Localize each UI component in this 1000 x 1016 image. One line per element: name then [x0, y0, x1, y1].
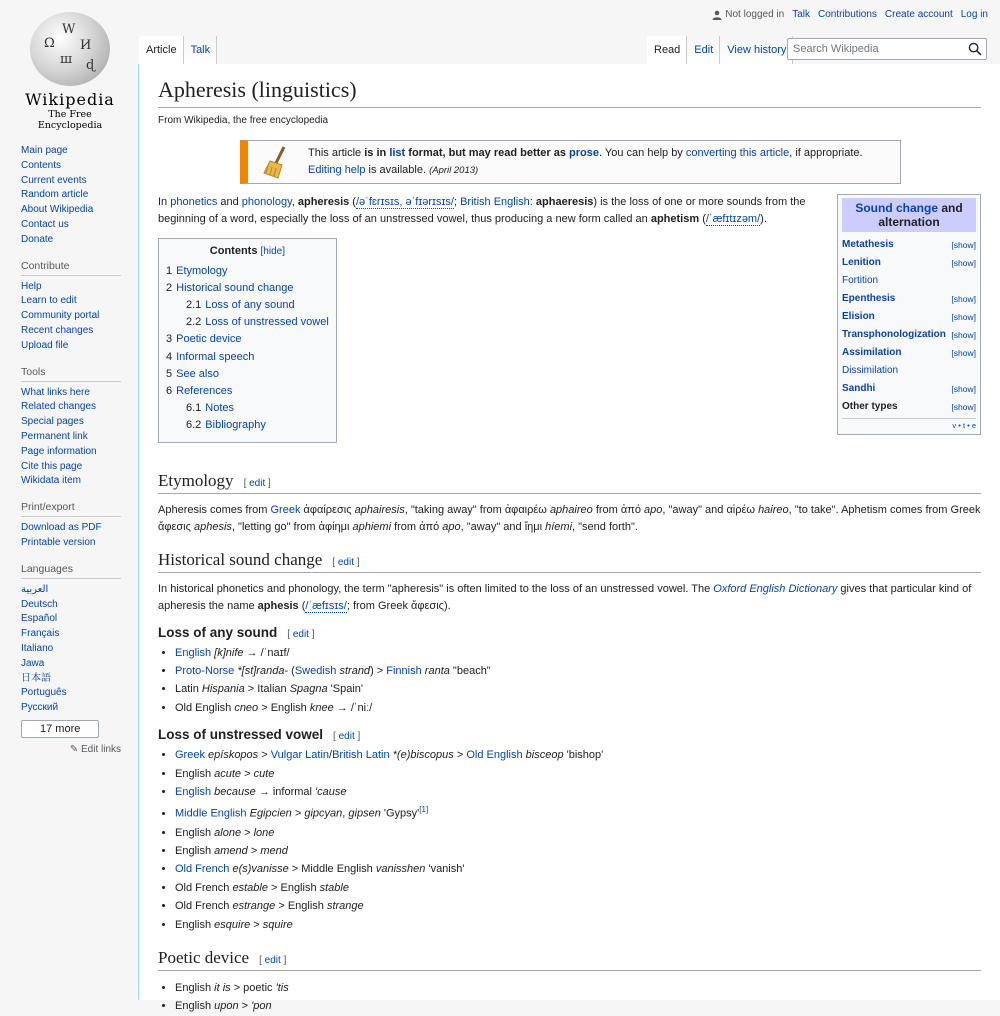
language-link[interactable]: Italiano	[21, 642, 54, 654]
sidebar-item-download-pdf[interactable]: Download as PDF	[21, 522, 102, 534]
contributions-link[interactable]: Contributions	[818, 9, 877, 20]
sidebar-languages-heading: Languages	[21, 563, 121, 579]
sidebar-item-special-pages[interactable]: Special pages	[21, 416, 84, 428]
ipa-link[interactable]: /əˈfɛrɪsɪs, əˈfɪərɪsɪs/	[355, 195, 454, 208]
logo-wordmark: Wikipedia	[25, 90, 115, 109]
greek-link[interactable]: Greek	[270, 503, 301, 516]
navbox-link[interactable]: Assimilation	[842, 346, 902, 358]
personal-tools	[712, 9, 988, 20]
navbox-vte[interactable]: v • t • e	[842, 418, 976, 430]
sidebar-contribute	[21, 260, 121, 354]
sidebar-item-current-events[interactable]: Current events	[21, 174, 87, 186]
navbox-group-label: Other types	[842, 400, 898, 412]
language-link[interactable]: Español	[21, 613, 58, 625]
show-toggle[interactable]: [show]	[951, 239, 976, 250]
sidebar-item-cite-this-page[interactable]: Cite this page	[21, 460, 83, 472]
search-box	[787, 38, 987, 60]
language-link[interactable]: العربية	[21, 583, 49, 595]
tab-view-history[interactable]: View history	[720, 36, 793, 64]
globe-icon: W Ω И ш ɖ	[30, 12, 110, 86]
sidebar-item-help[interactable]: Help	[21, 280, 42, 292]
sidebar-item-wikidata-item[interactable]: Wikidata item	[21, 475, 82, 487]
notice-text: , if appropriate.	[789, 146, 863, 159]
sidebar-contribute-heading: Contribute	[21, 260, 121, 276]
toc-item[interactable]: 2 Historical sound change	[166, 281, 294, 294]
list-link[interactable]: list	[389, 146, 406, 159]
list-item: • Old French e(s)vanisse > Middle English vanisshen 'vanish'	[175, 860, 981, 878]
tab-article[interactable]: Article	[139, 36, 184, 64]
list-item: • Proto-Norse *[st]randa- (Swedish strand) > Finnish ranta "beach"	[175, 662, 981, 680]
language-link[interactable]: Jawa	[21, 657, 45, 669]
article-content	[138, 64, 1000, 1013]
sidebar-tools	[21, 366, 121, 490]
british-english-link[interactable]: British English	[460, 195, 530, 208]
list-item: • English alone > lone	[175, 824, 981, 842]
edit-links-label: Edit links	[80, 743, 121, 755]
navbox-link[interactable]: Transphonologization	[842, 328, 946, 340]
sidebar-item-donate[interactable]: Donate	[21, 233, 54, 245]
sidebar-languages	[21, 563, 121, 755]
table-of-contents	[158, 238, 337, 443]
sidebar-navigation	[21, 144, 121, 248]
edit-links[interactable]	[21, 744, 121, 755]
ipa-link[interactable]: /ˈæfɪsɪs/	[305, 599, 347, 612]
broom-icon	[256, 145, 300, 179]
talk-link[interactable]: Talk	[792, 9, 810, 20]
list-item: • English amend > mend	[175, 842, 981, 860]
tab-read[interactable]: Read	[647, 36, 687, 64]
search-icon[interactable]	[968, 42, 982, 56]
tab-edit[interactable]: Edit	[687, 36, 720, 64]
language-link[interactable]: Русский	[21, 702, 59, 714]
sidebar-item-printable-version[interactable]: Printable version	[21, 536, 96, 548]
navbox-link[interactable]: Epenthesis	[842, 292, 896, 304]
sidebar-item-page-information[interactable]: Page information	[21, 445, 97, 457]
sidebar-item-permanent-link[interactable]: Permanent link	[21, 430, 88, 442]
prose-link[interactable]: prose	[569, 146, 600, 159]
page-title: Apheresis (linguistics)	[158, 76, 981, 108]
navbox-row	[842, 308, 976, 326]
phonology-link[interactable]: phonology	[241, 195, 292, 208]
navbox-row	[842, 290, 976, 308]
edit-section-link[interactable]: edit	[338, 731, 355, 743]
show-toggle[interactable]: [show]	[951, 293, 976, 304]
site-tagline: From Wikipedia, the free encyclopedia	[158, 114, 329, 126]
sidebar-item-random-article[interactable]: Random article	[21, 189, 89, 201]
show-toggle[interactable]: [show]	[951, 401, 976, 412]
toc-item[interactable]: 2.2 Loss of unstressed vowel	[186, 316, 329, 329]
sidebar-item-about[interactable]: About Wikipedia	[21, 204, 94, 216]
heading-loss-of-unstressed-vowel: Loss of unstressed vowel [ edit ]	[158, 727, 361, 743]
wikipedia-logo[interactable]	[20, 12, 120, 131]
sidebar-print-heading: Print/export	[21, 501, 121, 517]
converting-link[interactable]: converting this article	[685, 146, 790, 159]
heading-historical-sound-change: Historical sound change [ edit ]	[158, 550, 981, 573]
edit-section-link[interactable]: edit	[249, 477, 266, 489]
sidebar-print	[21, 501, 121, 551]
list-item: • English because → informal 'cause	[175, 783, 981, 801]
logo-tagline: The Free Encyclopedia	[37, 109, 103, 131]
phonetics-link[interactable]: phonetics	[170, 195, 218, 208]
toc-title: Contents [hide]	[209, 244, 285, 257]
tab-talk[interactable]: Talk	[184, 36, 218, 64]
navbox-link[interactable]: Dissimilation	[842, 364, 899, 376]
navbox-link[interactable]: Sandhi	[842, 382, 876, 394]
sidebar	[21, 144, 121, 767]
notice-text: format, but may read better as	[405, 146, 570, 159]
toc-item[interactable]: 6.2 Bibliography	[186, 419, 266, 432]
toc-item[interactable]: 6.1 Notes	[186, 402, 235, 415]
navbox-title: Sound change and alternation	[842, 198, 976, 232]
sidebar-item-what-links-here[interactable]: What links here	[21, 386, 90, 398]
pencil-icon: ✎	[69, 743, 79, 755]
sidebar-item-contact[interactable]: Contact us	[21, 218, 69, 230]
navbox-row	[842, 344, 976, 362]
navbox-link[interactable]: Metathesis	[842, 238, 894, 250]
language-link[interactable]: 日本語	[21, 672, 51, 684]
search-input[interactable]	[788, 39, 958, 59]
loss-any-list	[158, 644, 981, 718]
ipa-link[interactable]: /ˈæfɪtɪzəm/	[705, 212, 761, 225]
edit-section-link[interactable]: edit	[264, 954, 281, 966]
navbox-row	[842, 380, 976, 398]
navbox-row	[842, 398, 976, 416]
sidebar-item-upload-file[interactable]: Upload file	[21, 339, 69, 351]
intro-paragraph: In phonetics and phonology, apheresis (/əˈfɛrɪsɪs, əˈfɪərɪsɪs/; British English: aphaeresis) is the loss of one or more sounds from the beginning of a word, especially the loss of an unstressed vowel, thus producing a new form called an aphetism (/ˈæfɪtɪzəm/).	[158, 195, 806, 225]
notice-date: (April 2013)	[429, 164, 479, 176]
show-toggle[interactable]: [show]	[951, 383, 976, 394]
view-tabs	[647, 36, 793, 64]
edit-section-link[interactable]: edit	[337, 556, 354, 568]
list-item: • English it is > poetic 'tis	[175, 979, 981, 997]
heading-etymology: Etymology [ edit ]	[158, 471, 981, 494]
sound-change-navbox	[837, 194, 981, 435]
show-toggle[interactable]: [show]	[951, 311, 976, 322]
show-toggle[interactable]: [show]	[951, 257, 976, 268]
navbox-link[interactable]: Lenition	[842, 256, 881, 268]
list-item: • English [k]nife → /ˈnaɪf/	[175, 644, 981, 662]
create-account-link[interactable]: Create account	[884, 9, 953, 20]
notice-text: is in	[364, 146, 390, 159]
loss-vowel-list	[158, 746, 981, 934]
namespace-tabs	[139, 36, 217, 64]
notice-text: is available.	[365, 163, 430, 176]
heading-poetic-device: Poetic device [ edit ]	[158, 948, 981, 971]
list-item: • Old English cneo > English knee → /ˈniː/	[175, 699, 981, 717]
toc-item[interactable]: 3 Poetic device	[166, 333, 242, 346]
notice-text: This article	[308, 146, 365, 159]
log-in-link[interactable]: Log in	[960, 9, 988, 20]
oed-link[interactable]: Oxford English Dictionary	[713, 582, 838, 595]
list-item: • Middle English Egipcien > gipcyan, gipsen 'Gypsy'[1]	[175, 801, 981, 823]
language-link[interactable]: Português	[21, 687, 67, 699]
show-toggle[interactable]: [show]	[951, 329, 976, 340]
list-item: • Old French estrange > English strange	[175, 897, 981, 915]
sound-change-link[interactable]: Sound change	[855, 200, 938, 215]
navbox-row	[842, 254, 976, 272]
navbox-row	[842, 326, 976, 344]
toc-item[interactable]: 1 Etymology	[166, 264, 228, 277]
navbox-link[interactable]: Fortition	[842, 274, 879, 286]
navbox-row	[842, 236, 976, 254]
list-item: • English acute > cute	[175, 765, 981, 783]
user-icon	[712, 10, 722, 20]
editing-help-link[interactable]: Editing help	[308, 163, 366, 176]
sidebar-item-contents[interactable]: Contents	[21, 159, 62, 171]
historical-paragraph: In historical phonetics and phonology, the term "apheresis" is often limited to the loss of an unstressed vowel. The Oxford English Dictionary gives that particular kind of apheresis the name aphesis (/ˈæfɪsɪs/; from Greek ἄφεσις).	[158, 582, 972, 612]
list-item: • Latin Hispania > Italian Spagna 'Spain'	[175, 680, 981, 698]
navbox-row	[842, 362, 976, 380]
list-format-notice	[240, 140, 901, 184]
poetic-list	[158, 979, 981, 1016]
toc-item[interactable]: 4 Informal speech	[166, 350, 255, 363]
navbox-link[interactable]: Elision	[842, 310, 875, 322]
notice-text: . You can help by	[599, 146, 686, 159]
toc-item[interactable]: 5 See also	[166, 367, 219, 380]
list-item: • Greek epískopos > Vulgar Latin/British Latin *(e)biscopus > Old English bisceop 'bishop'	[175, 746, 981, 764]
toc-item[interactable]: 6 References	[166, 385, 233, 398]
toc-hide-toggle[interactable]: [hide]	[260, 245, 285, 257]
sidebar-item-related-changes[interactable]: Related changes	[21, 401, 97, 413]
not-logged-in: Not logged in	[712, 9, 784, 20]
list-item: • English upon > 'pon	[175, 997, 981, 1015]
heading-loss-of-any-sound: Loss of any sound [ edit ]	[158, 624, 315, 640]
sidebar-tools-heading: Tools	[21, 366, 121, 382]
navbox-row	[842, 272, 976, 290]
language-link[interactable]: Français	[21, 628, 60, 640]
list-item: • English esquire > squire	[175, 916, 981, 934]
more-languages-button[interactable]: 17 more	[21, 720, 99, 738]
sidebar-item-learn-to-edit[interactable]: Learn to edit	[21, 295, 77, 307]
list-item: • Old French estable > English stable	[175, 879, 981, 897]
toc-item[interactable]: 2.1 Loss of any sound	[186, 299, 295, 311]
sidebar-item-recent-changes[interactable]: Recent changes	[21, 324, 94, 336]
show-toggle[interactable]: [show]	[951, 347, 976, 358]
language-link[interactable]: Deutsch	[21, 598, 58, 610]
sidebar-item-main-page[interactable]: Main page	[21, 145, 68, 156]
edit-section-link[interactable]: edit	[292, 628, 309, 640]
sidebar-item-community-portal[interactable]: Community portal	[21, 310, 100, 322]
etymology-paragraph: Apheresis comes from Greek ἀφαίρεσις aphairesis, "taking away" from ἀφαιρέω aphaireo from ἀπό apo, "away" and αἱρέω haireo, "to take". Aphetism comes from Greek ἄφεσις aphesis, "letting go" from ἀφίημι aphiemi from ἀπό apo, "away" and ἵημι híemi, "send forth".	[158, 503, 981, 533]
reference-link[interactable]: [1]	[419, 805, 429, 815]
